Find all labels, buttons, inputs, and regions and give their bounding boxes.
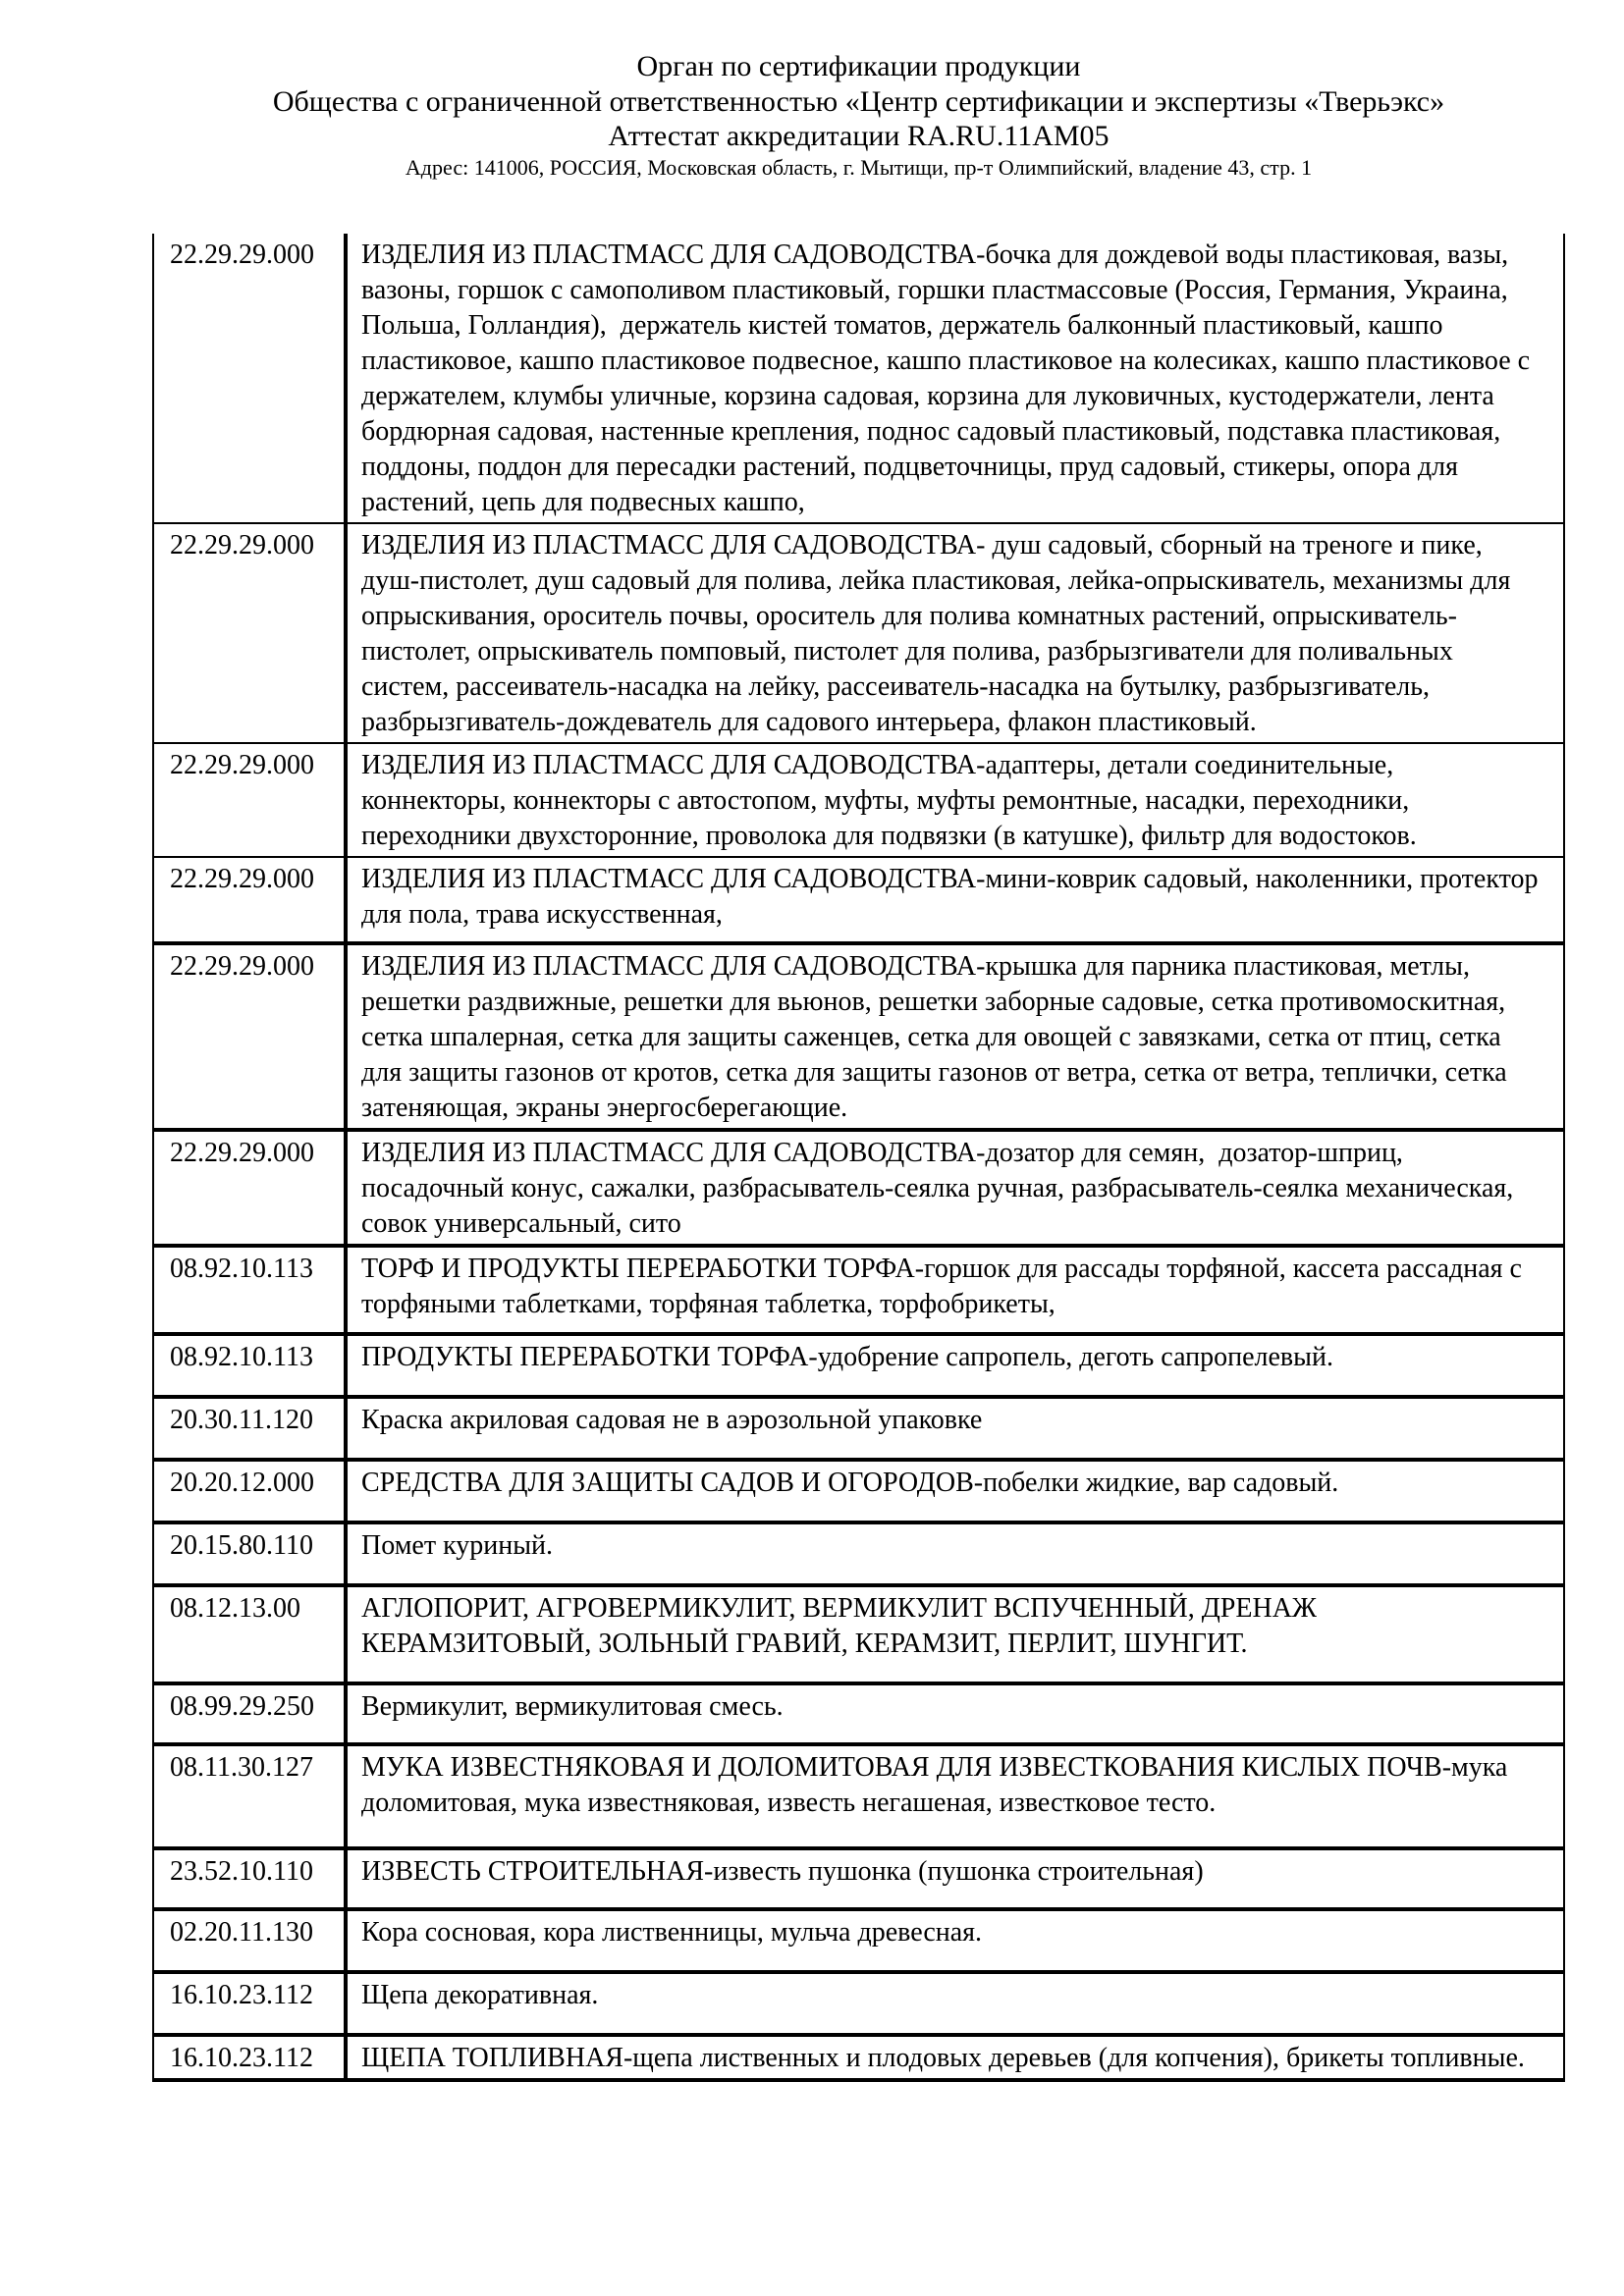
description-cell: ИЗДЕЛИЯ ИЗ ПЛАСТМАСС ДЛЯ САДОВОДСТВА-дозатор для семян, дозатор-шприц, посадочный конус, сажалки, разбрасыватель-сеялка ручная, разбрасыватель-сеялка механическая, совок универсальный, сито bbox=[361, 1138, 1521, 1239]
table-row bbox=[154, 234, 1563, 522]
code-cell: 20.15.80.110 bbox=[154, 1524, 348, 1583]
code-cell: 23.52.10.110 bbox=[154, 1850, 348, 1907]
table-row bbox=[154, 856, 1563, 941]
description-cell: ИЗДЕЛИЯ ИЗ ПЛАСТМАСС ДЛЯ САДОВОДСТВА-крышка для парника пластиковая, метлы, решетки раздвижные, решетки для вьюнов, решетки заборные садовые, сетка противомоскитная, сетка шпалерная, сетка для защиты саженцев, сетка для овощей с завязками, сетка от птиц, сетка для защиты газонов от кротов, сетка для защиты газонов от ветра, сетка от ветра, теплички, сетка затеняющая, экраны энергосберегающие. bbox=[361, 951, 1514, 1123]
code-cell: 08.11.30.127 bbox=[154, 1746, 348, 1846]
table-row bbox=[154, 1521, 1563, 1583]
table-row bbox=[154, 1846, 1563, 1907]
description-cell: Щепа декоративная. bbox=[361, 1980, 599, 2010]
table-row bbox=[154, 1395, 1563, 1458]
description-cell: Краска акриловая садовая не в аэрозольной упаковке bbox=[361, 1405, 983, 1435]
table-row bbox=[154, 1128, 1563, 1244]
code-cell: 16.10.23.112 bbox=[154, 2037, 348, 2078]
code-cell: 22.29.29.000 bbox=[154, 234, 348, 522]
code-cell: 08.92.10.113 bbox=[154, 1336, 348, 1395]
code-cell: 22.29.29.000 bbox=[154, 858, 348, 941]
description-cell: ИЗДЕЛИЯ ИЗ ПЛАСТМАСС ДЛЯ САДОВОДСТВА-адаптеры, детали соединительные, коннекторы, коннекторы с автостопом, муфты, муфты ремонтные, насадки, переходники, переходники двухсторонние, проволока для подвязки (в катушке), фильтр для водостоков. bbox=[361, 750, 1417, 851]
description-cell: СРЕДСТВА ДЛЯ ЗАЩИТЫ САДОВ И ОГОРОДОВ-побелки жидкие, вар садовый. bbox=[361, 1468, 1339, 1498]
description-cell: ПРОДУКТЫ ПЕРЕРАБОТКИ ТОРФА-удобрение сапропель, деготь сапропелевый. bbox=[361, 1342, 1333, 1372]
code-cell: 22.29.29.000 bbox=[154, 1132, 348, 1244]
description-cell: ИЗВЕСТЬ СТРОИТЕЛЬНАЯ-известь пушонка (пушонка строительная) bbox=[361, 1856, 1204, 1887]
table-row bbox=[154, 1332, 1563, 1395]
code-cell: 08.92.10.113 bbox=[154, 1248, 348, 1332]
code-cell: 02.20.11.130 bbox=[154, 1911, 348, 1970]
description-cell: ЩЕПА ТОПЛИВНАЯ-щепа лиственных и плодовых деревьев (для копчения), брикеты топливные. bbox=[361, 2043, 1525, 2073]
table-row bbox=[154, 1907, 1563, 1970]
accreditation-line: Аттестат аккредитации RA.RU.11АМ05 bbox=[608, 120, 1110, 152]
table-row bbox=[154, 522, 1563, 742]
code-cell: 22.29.29.000 bbox=[154, 524, 348, 742]
address-line: Адрес: 141006, РОССИЯ, Московская область, г. Мытищи, пр-т Олимпийский, владение 43, стр. 1 bbox=[405, 155, 1313, 180]
table-row bbox=[154, 1682, 1563, 1742]
document-header bbox=[152, 0, 1565, 183]
table-row bbox=[154, 1583, 1563, 1682]
table-row bbox=[154, 941, 1563, 1128]
description-cell: Кора сосновая, кора лиственницы, мульча древесная. bbox=[361, 1917, 983, 1948]
code-cell: 20.20.12.000 bbox=[154, 1462, 348, 1521]
code-cell: 08.12.13.00 bbox=[154, 1587, 348, 1682]
code-cell: 22.29.29.000 bbox=[154, 945, 348, 1128]
table-row bbox=[154, 1244, 1563, 1332]
code-cell: 22.29.29.000 bbox=[154, 744, 348, 856]
code-cell: 08.99.29.250 bbox=[154, 1685, 348, 1742]
products-table bbox=[152, 234, 1565, 2082]
description-cell: ТОРФ И ПРОДУКТЫ ПЕРЕРАБОТКИ ТОРФА-горшок для рассады торфяной, кассета рассадная с торфяными таблетками, торфяная таблетка, торфобрикеты, bbox=[361, 1254, 1529, 1319]
table-row bbox=[154, 1458, 1563, 1521]
description-cell: МУКА ИЗВЕСТНЯКОВАЯ И ДОЛОМИТОВАЯ ДЛЯ ИЗВЕСТКОВАНИЯ КИСЛЫХ ПОЧВ-мука доломитовая, мука известняковая, известь негашеная, известковое тесто. bbox=[361, 1752, 1515, 1818]
org-name: Общества с ограниченной ответственностью «Центр сертификации и экспертизы «Тверьэкс» bbox=[272, 85, 1445, 118]
org-title: Орган по сертификации продукции bbox=[636, 50, 1081, 82]
table-row bbox=[154, 1970, 1563, 2033]
description-cell: ИЗДЕЛИЯ ИЗ ПЛАСТМАСС ДЛЯ САДОВОДСТВА-бочка для дождевой воды пластиковая, вазы, вазоны, горшок с самополивом пластиковый, горшки пластмассовые (Россия, Германия, Украина, Польша, Голландия), держатель кистей томатов, держатель балконный пластиковый, кашпо пластиковое, кашпо пластиковое подвесное, кашпо пластиковое на колесиках, кашпо пластиковое с держателем, клумбы уличные, корзина садовая, корзина для луковичных, кустодержатели, лента бордюрная садовая, настенные крепления, поднос садовый пластиковый, подставка пластиковая, поддоны, поддон для пересадки растений, подцветочницы, пруд садовый, стикеры, опора для растений, цепь для подвесных кашпо, bbox=[361, 240, 1538, 517]
description-cell: Помет куриный. bbox=[361, 1530, 554, 1561]
table-row bbox=[154, 2033, 1563, 2078]
code-cell: 20.30.11.120 bbox=[154, 1399, 348, 1458]
table-row bbox=[154, 1742, 1563, 1846]
table-row bbox=[154, 742, 1563, 856]
description-cell: ИЗДЕЛИЯ ИЗ ПЛАСТМАСС ДЛЯ САДОВОДСТВА-мини-коврик садовый, наколенники, протектор для пола, трава искусственная, bbox=[361, 864, 1545, 930]
description-cell: ИЗДЕЛИЯ ИЗ ПЛАСТМАСС ДЛЯ САДОВОДСТВА- душ садовый, сборный на треноге и пике, душ-пистолет, душ садовый для полива, лейка пластиковая, лейка-опрыскиватель, механизмы для опрыскивания, ороситель почвы, ороситель для полива комнатных растений, опрыскиватель-пистолет, опрыскиватель помповый, пистолет для полива, разбрызгиватели для поливальных систем, рассеиватель-насадка на лейку, рассеиватель-насадка на бутылку, разбрызгиватель, разбрызгиватель-дождеватель для садового интерьера, флакон пластиковый. bbox=[361, 530, 1518, 737]
description-cell: АГЛОПОРИТ, АГРОВЕРМИКУЛИТ, ВЕРМИКУЛИТ ВСПУЧЕННЫЙ, ДРЕНАЖ КЕРАМЗИТОВЫЙ, ЗОЛЬНЫЙ ГРАВИЙ, КЕРАМЗИТ, ПЕРЛИТ, ШУНГИТ. bbox=[361, 1593, 1324, 1659]
description-cell: Вермикулит, вермикулитовая смесь. bbox=[361, 1691, 784, 1722]
code-cell: 16.10.23.112 bbox=[154, 1974, 348, 2033]
